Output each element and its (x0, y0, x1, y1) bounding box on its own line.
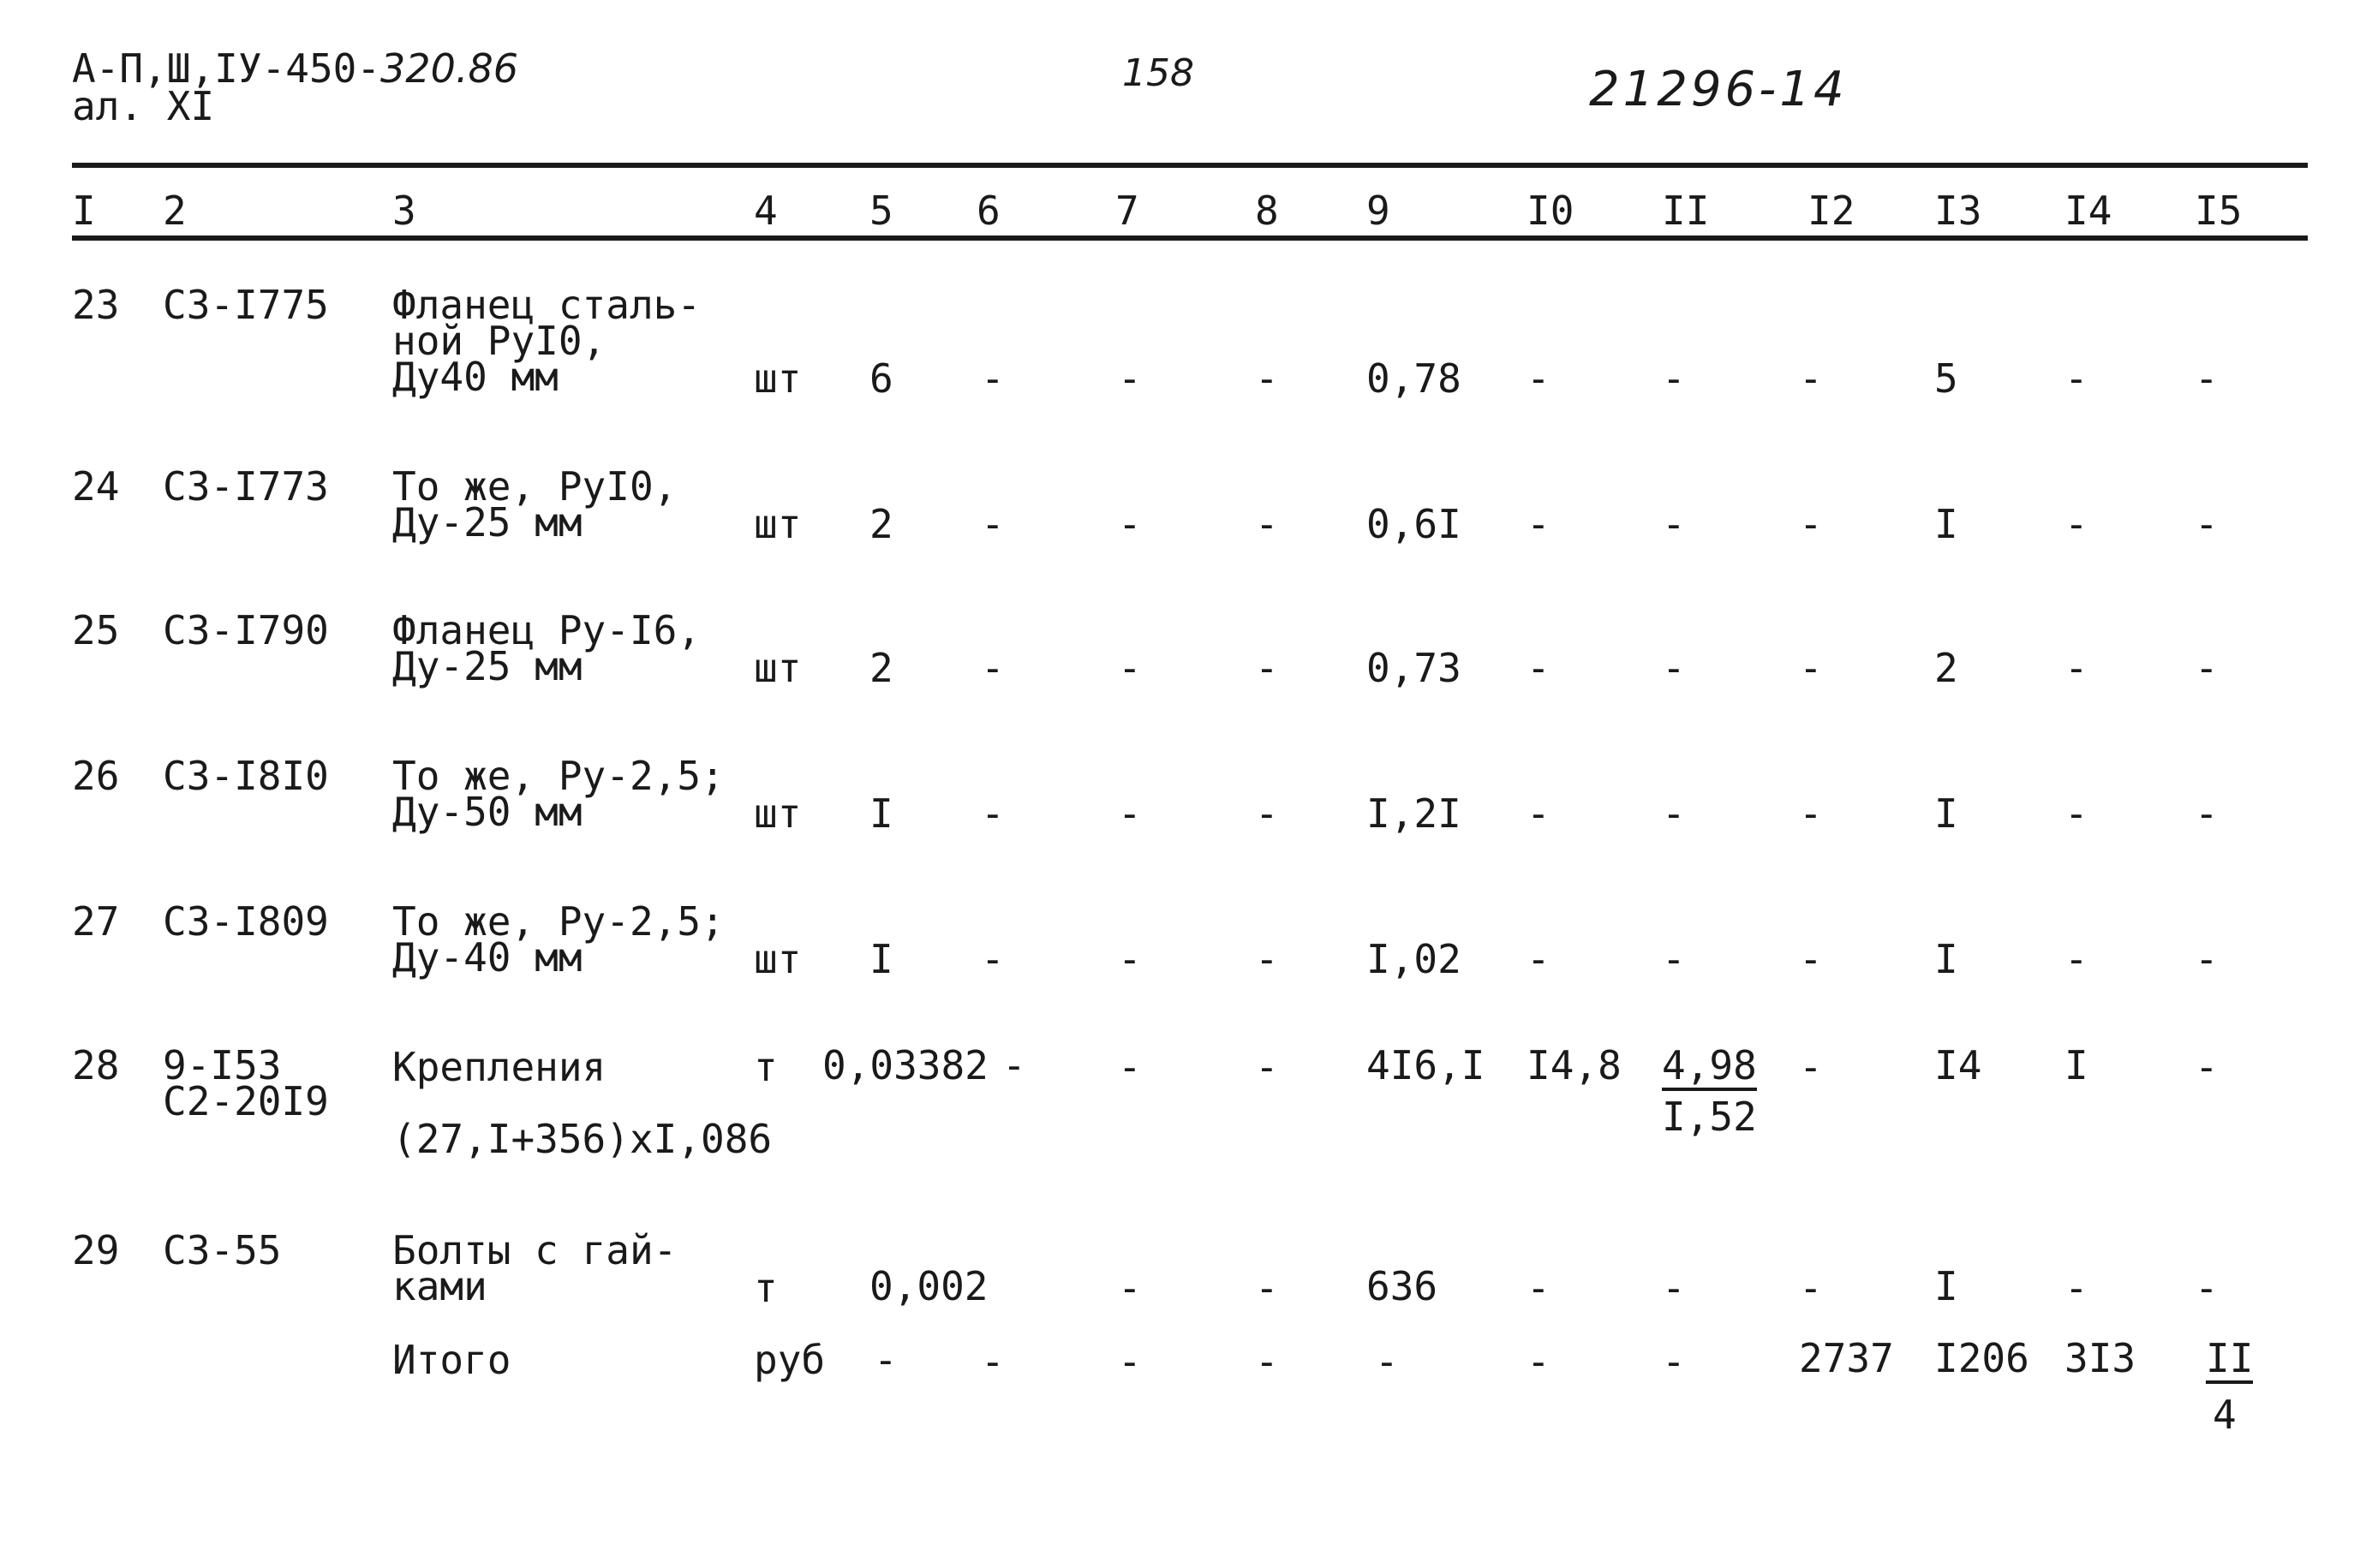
cell: - (1527, 645, 1550, 691)
cell: - (1527, 790, 1550, 837)
column-header: 3 (392, 188, 416, 234)
cell: - (1799, 936, 1823, 982)
price-code: С3-I773 (163, 463, 329, 510)
item-name: ками (392, 1263, 487, 1309)
column-header: 6 (977, 188, 1001, 234)
cell: - (1662, 790, 1686, 837)
cell: - (1118, 501, 1142, 547)
cell: - (1118, 1044, 1142, 1090)
header-rule (72, 235, 2308, 241)
cell: - (1118, 936, 1142, 982)
row-number: 27 (72, 898, 120, 945)
cell: I (1934, 936, 1958, 982)
price-code: С3-I775 (163, 282, 329, 328)
cell: - (981, 790, 1005, 837)
cell: - (1002, 1042, 1026, 1088)
cell: - (2064, 645, 2088, 691)
fraction-numerator: 4,98 (1662, 1045, 1757, 1091)
row-number: 29 (72, 1227, 120, 1273)
document-code: А-П,Ш,IУ-450-320.86 (72, 45, 518, 92)
cell: - (981, 501, 1005, 547)
item-name: То же, Ру-2,5; (392, 753, 725, 799)
cell: - (2195, 355, 2219, 402)
document-number: 21296-14 (1589, 62, 1848, 117)
cell: I (869, 790, 893, 837)
item-name: То же, РуI0, (392, 463, 678, 510)
cell: - (2064, 790, 2088, 837)
cell: I (1934, 790, 1958, 837)
cell: I4,8 (1527, 1042, 1622, 1088)
cell: - (1662, 1338, 1686, 1385)
cell: - (1255, 790, 1279, 837)
cell: I (869, 936, 893, 982)
price-code: С2-20I9 (163, 1078, 329, 1124)
cell: - (2064, 501, 2088, 547)
row-number: 23 (72, 282, 120, 328)
column-header: I5 (2195, 188, 2243, 234)
cell: I,2I (1366, 790, 1461, 837)
cell: - (1662, 645, 1686, 691)
cell: - (1799, 501, 1823, 547)
top-rule (72, 163, 2308, 168)
cell: - (981, 936, 1005, 982)
cell: - (1662, 501, 1686, 547)
cell: - (1255, 1044, 1279, 1090)
cell: - (1799, 1265, 1823, 1311)
cell: - (1255, 501, 1279, 547)
cell: 2 (1934, 645, 1958, 691)
cell: 4I6,I (1366, 1042, 1485, 1088)
cell: 0,73 (1366, 645, 1461, 691)
item-name: Ду-25 мм (392, 499, 583, 546)
cell: - (2195, 645, 2219, 691)
total-sum: 3I3 (2064, 1335, 2136, 1381)
cell: 0,03382 (822, 1042, 989, 1088)
cell: - (1255, 1338, 1279, 1385)
total-label: Итого (392, 1337, 511, 1383)
price-code: 9-I53 (163, 1042, 282, 1088)
price-code: С3-I8I0 (163, 753, 329, 799)
row-number: 24 (72, 463, 120, 510)
cell: - (1118, 1265, 1142, 1311)
item-name: Ду-25 мм (392, 643, 583, 689)
unit: т (754, 1265, 778, 1311)
cell: - (1375, 1338, 1399, 1385)
item-name: То же, Ру-2,5; (392, 898, 725, 945)
item-name: Ду-40 мм (392, 934, 583, 981)
total-sum: 2737 (1799, 1335, 1894, 1381)
unit: шт (754, 790, 802, 837)
price-code: С3-I790 (163, 607, 329, 653)
cell: - (981, 1338, 1005, 1385)
cell: - (1799, 355, 1823, 402)
cell: - (1527, 936, 1550, 982)
cell: - (2195, 1265, 2219, 1311)
cell: 0,78 (1366, 355, 1461, 402)
cell: 0,002 (869, 1263, 989, 1309)
cell: I,02 (1366, 936, 1461, 982)
item-name: Фланец Ру-I6, (392, 607, 702, 653)
cell: - (2064, 1265, 2088, 1311)
cell: - (1527, 1338, 1550, 1385)
cell: 6 (869, 355, 893, 402)
fraction-denominator: I,52 (1662, 1094, 1757, 1140)
column-header: I (72, 188, 96, 234)
document-sheet: ал. XI (72, 83, 215, 129)
cell: - (1118, 355, 1142, 402)
cell: - (2195, 936, 2219, 982)
cell: - (1662, 936, 1686, 982)
cell: - (1527, 1265, 1550, 1311)
cell: - (1527, 355, 1550, 402)
price-code: С3-I809 (163, 898, 329, 945)
row-number: 26 (72, 753, 120, 799)
unit: шт (754, 645, 802, 691)
unit: т (754, 1044, 778, 1090)
cell: - (1255, 1265, 1279, 1311)
cell: - (1527, 501, 1550, 547)
item-name: Ду40 мм (392, 354, 559, 400)
column-header: 4 (754, 188, 778, 234)
item-name: ной РуI0, (392, 318, 606, 364)
row-number: 28 (72, 1042, 120, 1088)
unit: руб (754, 1337, 826, 1383)
item-formula: (27,I+356)xI,086 (392, 1116, 773, 1162)
item-name: Фланец сталь- (392, 282, 702, 328)
column-header: 5 (869, 188, 893, 234)
price-code: С3-55 (163, 1227, 282, 1273)
cell: - (981, 645, 1005, 691)
column-header: II (1662, 188, 1710, 234)
cell: - (2195, 790, 2219, 837)
column-header: I3 (1934, 188, 1982, 234)
cell: - (1255, 936, 1279, 982)
column-header: 2 (163, 188, 187, 234)
column-header: 7 (1115, 188, 1139, 234)
column-header: 9 (1366, 188, 1390, 234)
cell: - (1118, 790, 1142, 837)
cell: - (2064, 355, 2088, 402)
cell: I (1934, 501, 1958, 547)
cell: - (1662, 1265, 1686, 1311)
cell: - (981, 355, 1005, 402)
total-sum: I206 (1934, 1335, 2029, 1381)
cell: I (1934, 1263, 1958, 1309)
column-header: 8 (1255, 188, 1279, 234)
cell: - (1799, 645, 1823, 691)
cell: 2 (869, 501, 893, 547)
unit: шт (754, 355, 802, 402)
cell: I (2064, 1042, 2088, 1088)
item-name: Ду-50 мм (392, 789, 583, 835)
column-header: I4 (2064, 188, 2112, 234)
cell: - (1255, 355, 1279, 402)
cell: 5 (1934, 355, 1958, 402)
item-name: Болты с гай- (392, 1227, 678, 1273)
row-number: 25 (72, 607, 120, 653)
cell: - (1255, 645, 1279, 691)
cell: 0,6I (1366, 501, 1461, 547)
fraction-numerator: II (2206, 1338, 2253, 1384)
cell: - (1118, 1338, 1142, 1385)
item-name: Крепления (392, 1044, 606, 1090)
cell: - (1799, 790, 1823, 837)
cell: 2 (869, 645, 893, 691)
cell: - (1118, 645, 1142, 691)
fraction-denominator: 4 (2213, 1392, 2237, 1438)
cell: - (2195, 501, 2219, 547)
cell: - (2064, 936, 2088, 982)
cell: - (874, 1337, 898, 1383)
unit: шт (754, 936, 802, 982)
page-number: 158 (1122, 51, 1194, 95)
cell: - (1799, 1044, 1823, 1090)
cell: - (1662, 355, 1686, 402)
cell: - (2195, 1044, 2219, 1090)
column-header: I0 (1527, 188, 1574, 234)
column-header: I2 (1807, 188, 1855, 234)
cell: I4 (1934, 1042, 1982, 1088)
unit: шт (754, 501, 802, 547)
cell: 636 (1366, 1263, 1438, 1309)
